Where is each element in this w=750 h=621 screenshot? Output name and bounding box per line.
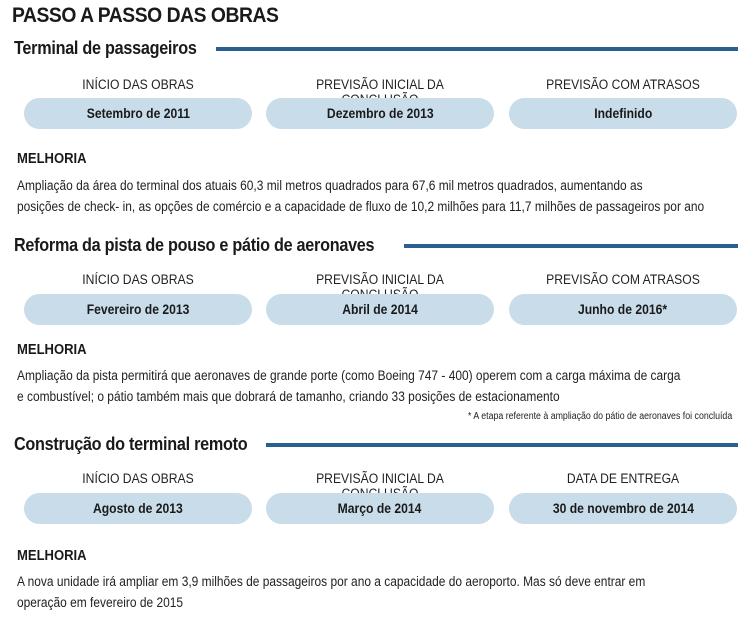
- improvement-line: posições de check- in, as opções de comércio e a capacidade de fluxo de 10,2 milhões para 11,7 milhões de passageiros por ano: [17, 199, 705, 214]
- footnote: * A etapa referente à ampliação do pátio de aeronaves foi concluída: [467, 411, 732, 422]
- timeline-pill-start: [24, 493, 252, 524]
- timeline-pill-initial-forecast: [266, 98, 494, 129]
- timeline-pill-initial-forecast: [266, 294, 494, 325]
- section-terminal-heading: [14, 38, 217, 64]
- pill-value: Setembro de 2011: [86, 106, 190, 121]
- improvement-heading: MELHORIA: [17, 151, 87, 167]
- section-title: Terminal de passageiros: [14, 38, 197, 58]
- improvement-heading: MELHORIA: [17, 548, 87, 564]
- column-label-start: INÍCIO DAS OBRAS: [82, 272, 194, 287]
- section-divider-line: [216, 47, 738, 51]
- pill-value: 30 de novembro de 2014: [552, 501, 694, 516]
- improvement-line: A nova unidade irá ampliar em 3,9 milhões de passageiros por ano a capacidade do aeroporto. Mas só deve entrar em: [17, 574, 646, 589]
- improvement-line: operação em fevereiro de 2015: [17, 595, 184, 610]
- timeline-pill-start: [24, 98, 252, 129]
- timeline-pill-start: [24, 294, 252, 325]
- section-title: Reforma da pista de pouso e pátio de aeronaves: [14, 235, 375, 255]
- column-label-initial-forecast: PREVISÃO INICIAL DA: [316, 272, 444, 287]
- timeline-pill-delayed-forecast: [509, 294, 737, 325]
- improvement-heading: MELHORIA: [17, 342, 87, 358]
- section-runway-heading: [14, 235, 414, 261]
- column-label-delivery-date: DATA DE ENTREGA: [566, 471, 680, 486]
- section-divider-line: [404, 244, 738, 248]
- page-title: PASSO A PASSO DAS OBRAS: [12, 4, 279, 27]
- section-remote-terminal-heading: [14, 434, 273, 460]
- timeline-pill-initial-forecast: [266, 493, 494, 524]
- improvement-line: Ampliação da pista permitirá que aeronaves de grande porte (como Boeing 747 - 400) operem com a carga máxima de carga: [17, 368, 681, 383]
- improvement-line: e combustível; o pátio também mais que dobrará de tamanho, criando 33 posições de estacionamento: [17, 389, 560, 404]
- pill-value: Junho de 2016*: [578, 302, 668, 317]
- pill-value: Março de 2014: [338, 501, 422, 516]
- improvement-line: Ampliação da área do terminal dos atuais 60,3 mil metros quadrados para 67,6 mil metros quadrados, aumentando as: [17, 178, 643, 193]
- improvement-text: [17, 571, 725, 613]
- column-label-delayed-forecast: PREVISÃO COM ATRASOS: [546, 272, 700, 287]
- improvement-text: [17, 365, 725, 407]
- column-label-start: INÍCIO DAS OBRAS: [82, 471, 194, 486]
- timeline-pill-delivery-date: [509, 493, 737, 524]
- column-label-delayed-forecast: PREVISÃO COM ATRASOS: [546, 77, 700, 92]
- pill-value: Abril de 2014: [342, 302, 418, 317]
- column-label-start: INÍCIO DAS OBRAS: [82, 77, 194, 92]
- pill-value: Fevereiro de 2013: [86, 302, 190, 317]
- pill-value: Agosto de 2013: [93, 501, 183, 516]
- pill-value: Indefinido: [593, 106, 653, 121]
- improvement-text: [17, 175, 725, 217]
- section-divider-line: [266, 443, 738, 447]
- pill-value: Dezembro de 2013: [326, 106, 434, 121]
- section-title: Construção do terminal remoto: [14, 434, 248, 454]
- column-label-initial-forecast: PREVISÃO INICIAL DA: [316, 471, 444, 486]
- column-label-initial-forecast: PREVISÃO INICIAL DA: [316, 77, 444, 92]
- timeline-pill-delayed-forecast: [509, 98, 737, 129]
